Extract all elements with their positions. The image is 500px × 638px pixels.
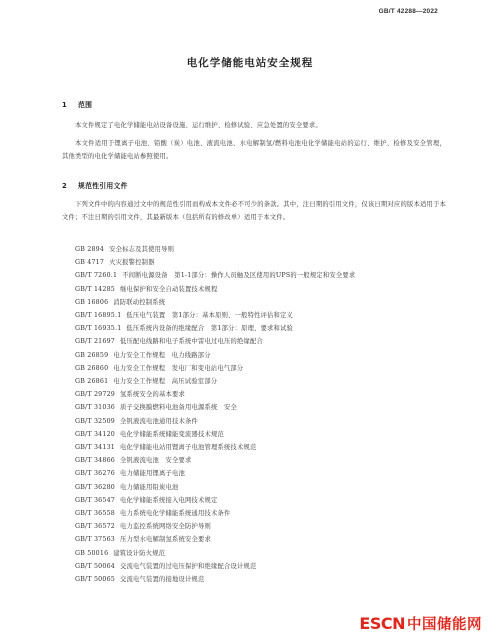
reference-item xyxy=(62,243,446,256)
reference-code: GB/T 14285 xyxy=(75,285,116,293)
section-2-heading xyxy=(62,180,128,190)
document-title: 电化学储能电站安全规程 xyxy=(186,57,314,69)
reference-item xyxy=(62,520,446,533)
reference-code: GB/T 29729 xyxy=(75,391,116,399)
reference-title: 不间断电源设备 第1-1部分：操作人员触及区使用的UPS的一般规定和安全要求 xyxy=(122,272,356,280)
watermark-latin-text: ESCN xyxy=(359,614,405,633)
reference-title: 交流电气装置的过电压保护和绝缘配合设计规范 xyxy=(120,562,257,570)
reference-item xyxy=(62,309,446,322)
reference-code: GB 50016 xyxy=(75,549,109,557)
reference-code: GB/T 36280 xyxy=(75,483,116,491)
reference-item xyxy=(62,454,446,467)
reference-title: 安全标志及其使用导则 xyxy=(109,246,175,253)
reference-title: 火灾报警控制器 xyxy=(109,259,155,267)
reference-code: GB/T 32509 xyxy=(75,417,116,425)
reference-code: GB/T 50065 xyxy=(75,576,116,584)
reference-title: 低压电气装置 第1部分：基本原则、一般特性评估和定义 xyxy=(126,312,294,320)
reference-item xyxy=(62,415,446,428)
reference-item xyxy=(62,375,446,388)
reference-title: 建筑设计防火规范 xyxy=(113,549,166,557)
escn-watermark-logo xyxy=(359,613,482,634)
reference-code: GB/T 16895.1 xyxy=(75,312,122,320)
reference-item xyxy=(62,467,446,480)
reference-title: 电力监控系统网络安全防护导则 xyxy=(120,523,211,531)
reference-item xyxy=(62,296,446,309)
reference-item xyxy=(62,362,446,375)
reference-code: GB/T 34120 xyxy=(75,430,116,438)
reference-code: GB 26859 xyxy=(75,351,109,359)
reference-title: 电力储能用锂离子电池 xyxy=(120,470,185,478)
section-2-title: 规范性引用文件 xyxy=(78,182,128,190)
reference-title: 电化学储能电站用锂离子电池管理系统技术规范 xyxy=(120,444,257,452)
reference-item xyxy=(62,269,446,282)
section-1-heading xyxy=(62,99,92,109)
reference-title: 电力系统电化学储能系统通用技术条件 xyxy=(120,510,231,518)
reference-item xyxy=(62,349,446,362)
reference-item xyxy=(62,507,446,520)
section-2-number: 2 xyxy=(62,182,68,190)
reference-code: GB/T 21697 xyxy=(75,338,116,346)
section-2-intro: 下列文件中的内容通过文中的规范性引用而构成本文件必不可少的条款。其中，注日期的引用文件，仅该日期对应的版本适用于本文件；不注日期的引用文件，其最新版本（包括所有的修改单）适用于本文件。 xyxy=(62,201,446,221)
reference-title: 消防联动控制系统 xyxy=(113,298,166,306)
reference-code: GB/T 34866 xyxy=(75,457,116,465)
reference-item xyxy=(62,494,446,507)
reference-item xyxy=(62,441,446,454)
reference-title: 电力安全工作规程 发电厂和变电站电气部分 xyxy=(113,364,244,372)
reference-code: GB 4717 xyxy=(75,259,105,267)
reference-title: 电力安全工作规程 高压试验室部分 xyxy=(113,378,218,386)
reference-title: 继电保护和安全自动装置技术规程 xyxy=(120,285,218,293)
section-1-number: 1 xyxy=(62,101,68,109)
reference-item xyxy=(62,388,446,401)
reference-code: GB 2894 xyxy=(75,246,105,253)
reference-code: GB 26861 xyxy=(75,378,109,386)
reference-code: GB/T 7260.1 xyxy=(75,272,118,280)
watermark-cjk-text: 中国储能网 xyxy=(407,617,482,633)
reference-item xyxy=(62,283,446,296)
reference-title: 压力型水电解制氢系统安全要求 xyxy=(120,536,211,544)
reference-code: GB/T 16935.1 xyxy=(75,325,122,333)
reference-code: GB/T 37563 xyxy=(75,536,116,544)
reference-title: 低压配电线路和电子系统中雷电过电压的绝缘配合 xyxy=(120,338,263,346)
reference-code: GB/T 31036 xyxy=(75,404,116,412)
reference-title: 全钒液流电池 安全要求 xyxy=(120,457,192,465)
reference-code: GB/T 36276 xyxy=(75,470,116,478)
reference-title: 电化学储能系统接入电网技术规定 xyxy=(120,496,218,504)
reference-code: GB 26860 xyxy=(75,364,109,372)
reference-item xyxy=(62,256,446,269)
reference-title: 质子交换膜燃料电池备用电源系统 安全 xyxy=(120,404,237,412)
reference-title: 交流电气装置的接地设计规范 xyxy=(120,576,205,584)
reference-code: GB/T 34131 xyxy=(75,444,116,452)
document-code: GB/T 42288—2022 xyxy=(378,8,438,15)
section-1-paragraph-1: 本文件规定了电化学储能电站设备设施、运行维护、检修试验、应急处置的安全要求。 xyxy=(75,122,322,129)
reference-item xyxy=(62,533,446,546)
reference-title: 氢系统安全的基本要求 xyxy=(120,391,185,399)
section-1-title: 范围 xyxy=(78,101,93,109)
reference-title: 电力安全工作规程 电力线路部分 xyxy=(113,351,211,359)
reference-item xyxy=(62,335,446,348)
reference-code: GB/T 50064 xyxy=(75,562,116,570)
reference-code: GB/T 36572 xyxy=(75,523,116,531)
reference-code: GB/T 36547 xyxy=(75,496,116,504)
reference-item xyxy=(62,560,446,573)
normative-reference-list xyxy=(62,243,446,586)
reference-item xyxy=(62,481,446,494)
reference-item xyxy=(62,547,446,560)
reference-title: 低压系统内设备的绝缘配合 第1部分：原理、要求和试验 xyxy=(126,325,294,333)
reference-code: GB 16806 xyxy=(75,298,109,306)
reference-item xyxy=(62,428,446,441)
reference-code: GB/T 36558 xyxy=(75,510,116,518)
reference-item xyxy=(62,322,446,335)
reference-item xyxy=(62,401,446,414)
reference-item xyxy=(62,573,446,586)
reference-title: 电化学储能系统储能变流器技术规范 xyxy=(120,430,224,438)
section-1-paragraph-2: 本文件适用于锂离子电池、铅酸（炭）电池、液流电池、水电解制氢/燃料电池电化学储能电站的运行、维护、检修及安全管理，其他类型的电化学储能电站参照使用。 xyxy=(62,140,446,160)
reference-title: 全钒液流电池通用技术条件 xyxy=(120,417,198,425)
reference-title: 电力储能用铅炭电池 xyxy=(120,483,179,491)
